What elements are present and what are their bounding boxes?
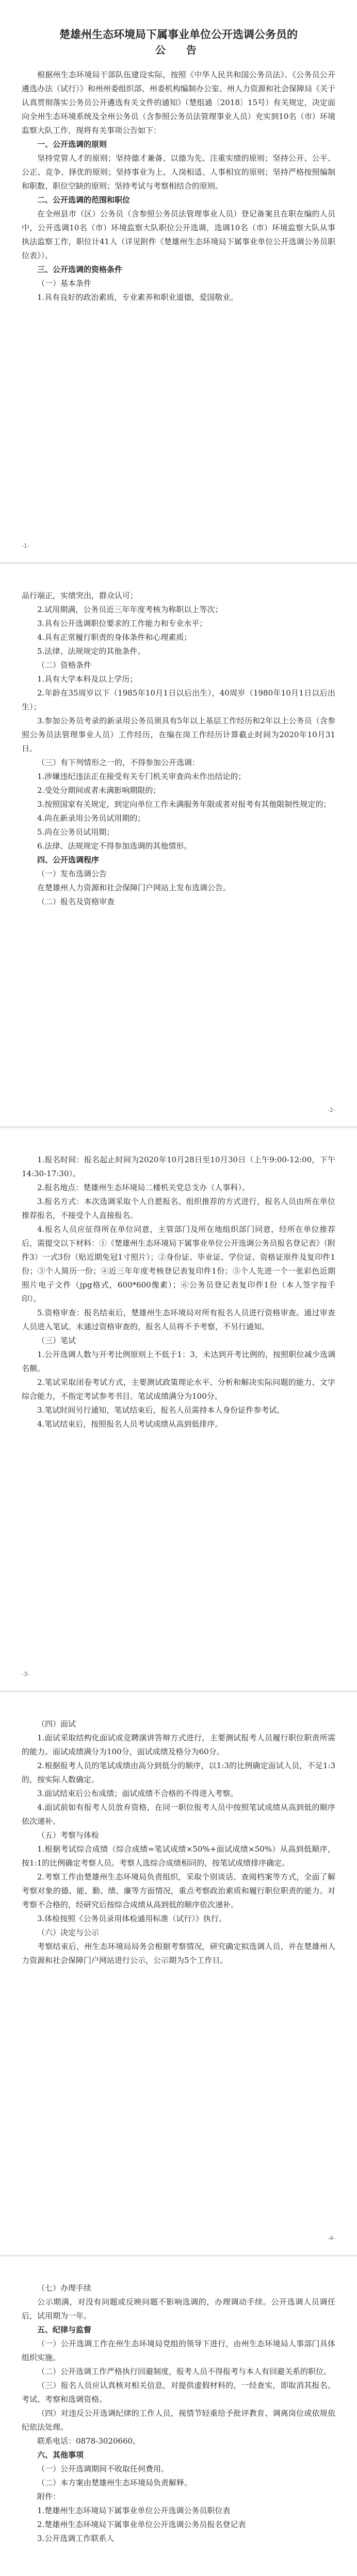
section-heading: 三、公开选调的资格条件: [37, 265, 123, 274]
list-item: 3.具有公开选调职位要求的工作能力和专业水平；: [37, 619, 207, 628]
list-item: 3.按照国家有关规定，到定向单位工作未满服务年限或者对报考有其他限制性规定的；: [37, 800, 331, 809]
paragraph: 1.具有良好的政治素质，专业素养和职业道德，爱国敬业。: [37, 293, 238, 302]
paragraph: 考察结束后，州生态环境局局务会根据考察情况，研究确定拟选调人员，并在楚雄州人力资源和社会保障门户网站进行公示，公示期为5个工作日。: [22, 1942, 335, 1965]
sub-heading: （一）基本条件: [37, 279, 92, 288]
list-item: （三）报名人员应认真核对相关信息，对提供虚假材料的，一经查实，即取消其报名、考试、考察和选调资格。: [22, 2381, 335, 2404]
document-page-3: [0, 1128, 357, 1690]
list-item: 1.涉嫌违纪违法正在接受有关专门机关审查尚未作出结论的；: [37, 772, 246, 781]
paragraph: 品行端正，实绩突出，群众认可；: [22, 591, 138, 600]
list-item: 3.笔试时间另行通知，笔试结束后，报名人员需持本人身份证件参考试。: [37, 1405, 285, 1415]
attachment-item: 3.公开选调工作联系人: [37, 2534, 115, 2543]
list-item: 2.报名地点：楚雄州生态环境局二楼机关党总支办（人事科）。: [37, 1183, 250, 1192]
list-item: （二）公开选调工作严格执行回避制度，报考人员不得报考与本人有回避关系的职位。: [37, 2367, 332, 2376]
list-item: 4.笔试结束后，按照报名人员考试成绩从高到低排序。: [37, 1419, 223, 1429]
attachment-item: 2.楚雄州生态环境局下属事业单位公开选调公务员报名登记表: [37, 2520, 246, 2529]
section-heading: 一、公开选调的原则: [37, 140, 107, 149]
list-item: 4.面试前如有报考人员放弃资格，在同一职位报考人员中按照笔试成绩从高到低的顺序依次递补。: [22, 1803, 335, 1826]
list-item: （四）对违反公开选调纪律的工作人员，视情节轻重给予批评教育、调离岗位或依规依纪依法处理。: [22, 2409, 335, 2432]
paragraph: 在楚雄州人力资源和社会保障门户网站上发布选调公告。: [37, 883, 231, 892]
paragraph: 在全州县市（区）公务员（含参照公务员法管理事业人员）登记备案且在职在编的人员中，公开选调10名（市）环境监察大队职位公开选调，选调10名（市）环境监察大队从事执法监察工作，职位计41人（详见附件《楚雄州生态环境局下属事业单位公开选调公务员职位表》）。: [22, 209, 335, 260]
paragraph: 公示期满，对没有问题或反映问题不影响选调的，办理调动手续。公开选调人员调任后，试用期为一年。: [22, 2297, 335, 2320]
page-number: -1-: [22, 543, 29, 549]
document-page-1: [0, 0, 357, 562]
document-page-5: [0, 2257, 357, 2576]
sub-heading: （三）笔试: [37, 1336, 76, 1345]
sub-heading: （五）考察与体检: [37, 1831, 100, 1840]
list-item: 3.参加公务员考录的新录用公务员须具有5年以上基层工作经历和2年以上公务员（含参照公务员法管理事业人员）工作经历，在编在岗工作经历计算截止时间为2020年10月31日。: [22, 716, 335, 753]
list-item: （二）本方案由楚雄州生态环境局负责解释。: [37, 2478, 192, 2487]
section-heading: 二、公开选调的范围和职位: [37, 195, 131, 205]
list-item: 5.资格审查：报名结束后，楚雄州生态环境局对所有报名人员进行资格审查。通过审查人员进入笔试。未通过资格审查的，报名人员将不予考察，不另行通知。: [22, 1308, 335, 1331]
list-item: 1.公开选调人数与开考比例原则上不低于1：3，未达到开考比例的，按照职位减少选调名额。: [22, 1350, 335, 1373]
list-item: 1.具有大学本科及以上学历；: [37, 674, 138, 684]
contact-phone: 联系电话：0878-3020660。: [37, 2436, 141, 2446]
paragraph: 坚持党管人才的原则；坚持德才兼备、以德为先、注重实绩的原则；坚持公开、公平、公正、竞争、择优的原则；坚持事业为上、人岗相适、人事相宜的原则；坚持严格按照编制和职数、职位空缺的原则；坚持考试与考察相结合的原则。: [22, 154, 335, 191]
attachments-heading: 附件：: [37, 2492, 61, 2501]
sub-heading: （四）面试: [37, 1719, 76, 1728]
list-item: 4.报名人员应征得所在单位同意，主管部门及所在地组织部门同意，经所在单位推荐后，需提交以下材料：①《楚雄州生态环境局下属事业单位公开选调公务员报名登记表》（附件3）一式3份（贴近期免冠1寸照片）；②身份证、毕业证、学位证、资格证原件及复印件1份；③个人简历一份；④近三年年度考核登记表复印件1份；⑤个人先进一个一张彩色近期照片电子文件（jpg格式，600*600像素）；⑥公务员登记表复印件1份（本人签字按手印）。: [22, 1225, 335, 1303]
page-number: -3-: [22, 1671, 29, 1677]
list-item: 1.根据考试综合成绩（综合成绩=笔试成绩×50%+面试成绩×50%）从高到低顺序，按1:1的比例确定考察人员。考察人选综合成绩相同的，按笔试成绩排序确定。: [22, 1844, 335, 1868]
list-item: 4.具有正常履行职责的身体条件和心理素质；: [37, 633, 192, 642]
list-item: （一）公开选调期间不收取任何费用。: [37, 2464, 169, 2473]
list-item: 6.法律、法规规定不得参加选调的其他情形。: [37, 841, 192, 851]
section-heading: 四、公开选调程序: [37, 855, 100, 865]
list-item: 2.年龄在35周岁以下（1985年10月1日以后出生），40周岁（1980年10月1日以后出生）；: [22, 688, 335, 711]
document-page-2: [0, 564, 357, 1126]
sub-heading: （二）资格条件: [37, 660, 92, 670]
list-item: 1.面试采取结构化面试或竞聘演讲答辩方式进行，主要测试报考人员履行职位职责所需的能力。面试成绩满分为100分，面试成绩及格分为60分。: [22, 1733, 335, 1756]
list-item: 2.根据报考人员的笔试成绩由高分到低分的顺序，以1:3的比例确定面试人员，不足1:3的，按实际人数确定。: [22, 1761, 335, 1784]
list-item: 4.尚在新录用公务员试用期的；: [37, 814, 145, 823]
list-item: 2.笔试采取闭卷考试方式，主要测试政策理论水平、分析和解决实际问题的能力、文字综合能力，不指定考试参考书目。笔试成绩满分为100分。: [22, 1378, 335, 1401]
list-item: 5.尚在公务员试用期；: [37, 827, 115, 837]
list-item: 5.法律、法规规定的其他条件。: [37, 647, 145, 656]
list-item: 2.受处分期间或者未满影响期限的；: [37, 786, 161, 795]
intro-paragraph: 根据州生态环境局干部队伍建设实际，按照《中华人民共和国公务员法》、《公务员公开遴选办法（试行）》和州州委组织部、州委机构编制办公室、州人力资源和社会保障局《关于认真贯彻落实公务员公开遴选有关文件的通知》（楚组通〔2018〕15号）有关规定，决定面向全州生态环境系统及全州公务员（含参照公务员法管理事业人员）充实到10名（市）环境监察大队工作，现将有关事项公告如下：: [22, 70, 335, 135]
page-number: -2-: [328, 1107, 335, 1113]
list-item: 2.考察工作由楚雄州生态环境局负责组织，采取个别谈话、查阅档案等方式，全面了解考察对象的德、能、勤、绩、廉等方面情况，重点考察政治素质和履行职位职责的能力。对考察不合格的，经研究后按综合成绩从高到低的顺序依次递补。: [22, 1872, 335, 1909]
list-item: 2.试用期满，公务员近三年年度考核为称职以上等次；: [37, 605, 223, 614]
list-item: 3.面试结束后公布成绩；面试成绩不合格的不得进入考察。: [37, 1789, 238, 1798]
document-page-4: [0, 1692, 357, 2255]
sub-heading: （一）发布选调公告: [37, 869, 107, 878]
list-item: （一）公开选调工作在州生态环境局党组的领导下进行，由州生态环境局人事部门具体组织实施。: [22, 2339, 335, 2362]
attachment-item: 1.楚雄州生态环境局下属事业单位公开选调公务员职位表: [37, 2506, 231, 2515]
list-item: 1.报名时间：报名起止时间为2020年10月28日至10月30日（上午9:00-12:00，下午14:30-17:30）。: [22, 1155, 335, 1178]
sub-heading: （六）决定与公示: [37, 1928, 100, 1937]
sub-heading: （二）报名及资格审查: [37, 897, 115, 906]
sub-heading: （三）有下列情形之一的，不得参加公开选调：: [37, 758, 200, 767]
list-item: 3.报名方式：本次选调采取个人自愿报名、组织推荐的方式进行，报名人员由所在单位推荐报名，不接受个人直接报名。: [22, 1197, 335, 1220]
document-subtitle: 公 告: [155, 44, 202, 56]
list-item: 3.体检按照《公务员录用体检通用标准（试行）》执行。: [37, 1914, 226, 1923]
section-heading: 六、其他事项: [37, 2450, 84, 2460]
section-heading: 五、纪律与监督: [37, 2325, 92, 2334]
page-number: -4-: [328, 2235, 335, 2242]
document-title: 楚雄州生态环境局下属事业单位公开选调公务员的: [59, 28, 298, 41]
sub-heading: （七）办理手续: [37, 2283, 92, 2293]
